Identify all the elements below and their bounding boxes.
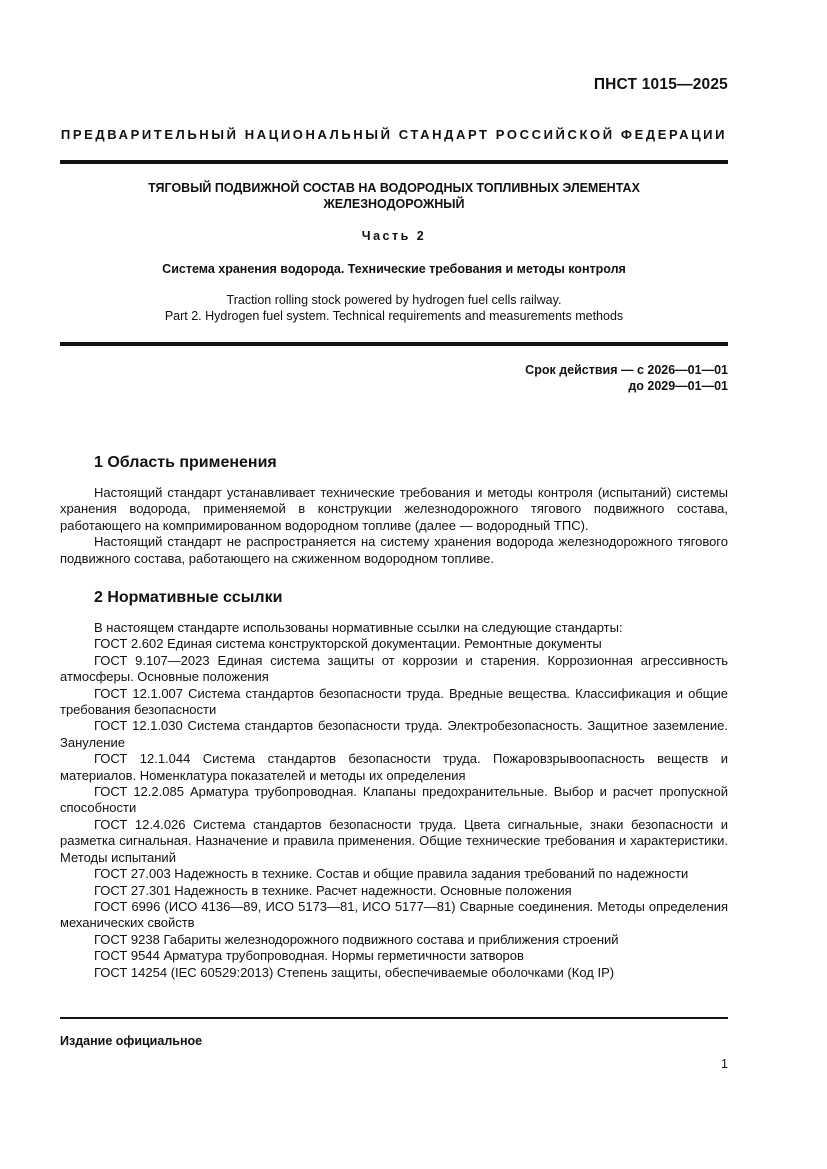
english-title-line-1: Traction rolling stock powered by hydrogen fuel cells railway. bbox=[226, 293, 562, 307]
reference-item: ГОСТ 14254 (IEC 60529:2013) Степень защиты, обеспечиваемые оболочками (Код IP) bbox=[94, 964, 615, 980]
reference-item: ГОСТ 2.602 Единая система конструкторской документации. Ремонтные документы bbox=[94, 636, 602, 652]
section-2-intro: В настоящем стандарте использованы нормативные ссылки на следующие стандарты: bbox=[94, 620, 623, 635]
section-1-paragraph: Настоящий стандарт не распространяется на систему хранения водорода железнодорожного тягового подвижного состава, работающего на сжиженном водородном топливе. bbox=[60, 534, 728, 566]
reference-item: ГОСТ 12.1.007 Система стандартов безопасности труда. Вредные вещества. Классификация и общие требования безопасности bbox=[60, 685, 728, 718]
section-1-body bbox=[60, 485, 728, 567]
validity-from: Срок действия — с 2026—01—01 bbox=[525, 363, 728, 377]
section-1-paragraph: Настоящий стандарт устанавливает технические требования и методы контроля (испытаний) системы хранения водорода, применяемой в конструкции железнодорожного тягового подвижного состава, работающего на компримированном водородном топливе (далее — водородный ТПС). bbox=[60, 485, 728, 533]
reference-item: ГОСТ 9544 Арматура трубопроводная. Нормы герметичности затворов bbox=[94, 948, 524, 964]
reference-item: ГОСТ 9.107—2023 Единая система защиты от коррозии и старения. Коррозионная агрессивность атмосферы. Основные положения bbox=[60, 652, 728, 685]
reference-item: ГОСТ 27.003 Надежность в технике. Состав и общие правила задания требований по надежности bbox=[94, 866, 689, 882]
section-2-body bbox=[60, 620, 728, 981]
title-line-1: ТЯГОВЫЙ ПОДВИЖНОЙ СОСТАВ НА ВОДОРОДНЫХ ТОПЛИВНЫХ ЭЛЕМЕНТАХ bbox=[148, 181, 640, 195]
header-rule bbox=[60, 160, 728, 164]
reference-item: ГОСТ 12.1.030 Система стандартов безопасности труда. Электробезопасность. Защитное заземление. Зануление bbox=[60, 718, 728, 750]
reference-item: ГОСТ 12.4.026 Система стандартов безопасности труда. Цвета сигнальные, знаки безопасности и разметка сигнальная. Назначение и правила применения. Общие технические требования и характеристики. Методы испытаний bbox=[60, 816, 728, 865]
title-rule bbox=[60, 342, 728, 346]
reference-item: ГОСТ 6996 (ИСО 4136—89, ИСО 5173—81, ИСО 5177—81) Сварные соединения. Методы определения механических свойств bbox=[60, 898, 728, 931]
section-2-heading: 2 Нормативные ссылки bbox=[94, 589, 283, 606]
part-label: Часть 2 bbox=[361, 229, 427, 243]
reference-item: ГОСТ 9238 Габариты железнодорожного подвижного состава и приближения строений bbox=[94, 931, 619, 947]
validity-period bbox=[525, 362, 728, 394]
title-line-2: ЖЕЛЕЗНОДОРОЖНЫЙ bbox=[323, 197, 465, 211]
english-title-line-2: Part 2. Hydrogen fuel system. Technical requirements and measurements methods bbox=[164, 309, 624, 323]
reference-item: ГОСТ 27.301 Надежность в технике. Расчет надежности. Основные положения bbox=[94, 882, 572, 898]
footer-rule bbox=[60, 1017, 728, 1019]
reference-item: ГОСТ 12.2.085 Арматура трубопроводная. Клапаны предохранительные. Выбор и расчет пропускной способности bbox=[60, 784, 728, 816]
page-number: 1 bbox=[721, 1057, 728, 1071]
document-subtitle: Система хранения водорода. Технические требования и методы контроля bbox=[162, 262, 626, 276]
english-title bbox=[60, 292, 728, 324]
standard-code: ПНСТ 1015—2025 bbox=[593, 76, 728, 93]
section-1-heading: 1 Область применения bbox=[94, 454, 277, 471]
reference-item: ГОСТ 12.1.044 Система стандартов безопасности труда. Пожаровзрывоопасность веществ и материалов. Номенклатура показателей и методы их определения bbox=[60, 751, 728, 783]
official-edition-label: Издание официальное bbox=[60, 1034, 203, 1048]
preliminary-standard-heading: ПРЕДВАРИТЕЛЬНЫЙ НАЦИОНАЛЬНЫЙ СТАНДАРТ РОССИЙСКОЙ ФЕДЕРАЦИИ bbox=[60, 127, 728, 142]
validity-to: до 2029—01—01 bbox=[628, 379, 728, 393]
document-title bbox=[60, 180, 728, 212]
